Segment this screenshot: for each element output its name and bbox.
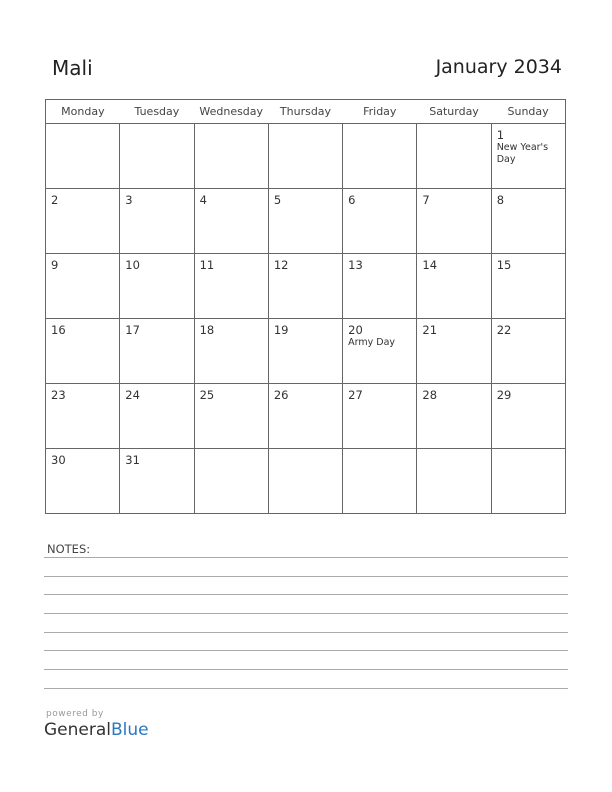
day-number: 31 [125, 453, 140, 467]
day-cell-29 [491, 384, 565, 449]
day-number: 26 [273, 388, 289, 402]
week-row [46, 124, 566, 189]
week-row [46, 189, 566, 254]
notes-line [44, 613, 568, 614]
country-title: Mali [52, 56, 93, 80]
day-cell-20 [343, 319, 417, 384]
day-number: 23 [51, 388, 66, 402]
day-cell-5 [268, 189, 342, 254]
day-number: 24 [125, 388, 140, 402]
weekday-saturday: Saturday [417, 100, 491, 124]
notes-line [44, 594, 568, 595]
powered-by-text: powered by [46, 709, 104, 719]
empty-day-cell [268, 124, 342, 189]
notes-label: NOTES: [47, 542, 91, 556]
day-number: 17 [125, 323, 140, 337]
day-number: 3 [125, 193, 133, 207]
brand-logo[interactable] [44, 720, 149, 740]
weekday-sunday: Sunday [491, 100, 565, 124]
day-number: 7 [422, 193, 430, 207]
weekday-friday: Friday [343, 100, 417, 124]
empty-day-cell [268, 449, 342, 514]
day-cell-28 [417, 384, 491, 449]
day-number: 20 [348, 323, 363, 337]
empty-day-cell [120, 124, 194, 189]
day-number: 15 [496, 258, 512, 272]
brand-general: General [44, 720, 111, 740]
day-cell-8 [491, 189, 565, 254]
day-cell-16 [46, 319, 120, 384]
week-row [46, 319, 566, 384]
empty-day-cell [491, 449, 565, 514]
weekday-header-row [46, 100, 566, 124]
day-cell-14 [417, 254, 491, 319]
day-cell-11 [194, 254, 268, 319]
day-cell-22 [491, 319, 565, 384]
calendar-grid [45, 99, 566, 514]
brand-blue: Blue [111, 720, 149, 740]
empty-day-cell [194, 449, 268, 514]
notes-line [44, 557, 568, 558]
day-number: 22 [496, 323, 512, 337]
notes-line [44, 632, 568, 633]
day-number: 29 [496, 388, 512, 402]
day-number: 1 [496, 128, 505, 142]
week-row [46, 384, 566, 449]
day-number: 25 [199, 388, 215, 402]
empty-day-cell [343, 449, 417, 514]
notes-line [44, 669, 568, 670]
notes-line [44, 576, 568, 577]
day-cell-18 [194, 319, 268, 384]
day-number: 8 [496, 193, 505, 207]
day-number: 5 [273, 193, 282, 207]
day-cell-30 [46, 449, 120, 514]
day-cell-13 [343, 254, 417, 319]
day-number: 10 [125, 258, 140, 272]
day-cell-6 [343, 189, 417, 254]
day-number: 4 [199, 193, 207, 207]
day-cell-9 [46, 254, 120, 319]
holiday-label: Army Day [348, 337, 396, 348]
day-number: 30 [51, 453, 66, 467]
day-number: 16 [51, 323, 66, 337]
day-number: 13 [348, 258, 363, 272]
day-number: 14 [422, 258, 438, 272]
day-number: 9 [51, 258, 59, 272]
month-year-title: January 2034 [435, 56, 562, 78]
empty-day-cell [343, 124, 417, 189]
day-cell-7 [417, 189, 491, 254]
day-cell-10 [120, 254, 194, 319]
day-cell-15 [491, 254, 565, 319]
weekday-monday: Monday [46, 100, 120, 124]
day-number: 12 [273, 258, 289, 272]
day-cell-25 [194, 384, 268, 449]
holiday-label: New Year's Day [496, 142, 549, 165]
weekday-wednesday: Wednesday [194, 100, 268, 124]
empty-day-cell [417, 449, 491, 514]
day-cell-27 [343, 384, 417, 449]
weekday-tuesday: Tuesday [120, 100, 194, 124]
day-cell-24 [120, 384, 194, 449]
day-cell-17 [120, 319, 194, 384]
day-number: 19 [273, 323, 289, 337]
day-cell-2 [46, 189, 120, 254]
day-cell-26 [268, 384, 342, 449]
day-cell-23 [46, 384, 120, 449]
notes-line [44, 688, 568, 689]
day-cell-3 [120, 189, 194, 254]
day-number: 21 [422, 323, 438, 337]
day-number: 2 [51, 193, 59, 207]
day-number: 28 [422, 388, 438, 402]
day-number: 6 [348, 193, 356, 207]
week-row [46, 449, 566, 514]
day-number: 18 [199, 323, 215, 337]
day-cell-12 [268, 254, 342, 319]
empty-day-cell [417, 124, 491, 189]
notes-line [44, 650, 568, 651]
weekday-thursday: Thursday [268, 100, 342, 124]
day-cell-1 [491, 124, 565, 189]
day-number: 11 [199, 258, 215, 272]
week-row [46, 254, 566, 319]
empty-day-cell [46, 124, 120, 189]
day-cell-19 [268, 319, 342, 384]
day-cell-4 [194, 189, 268, 254]
day-cell-31 [120, 449, 194, 514]
day-number: 27 [348, 388, 363, 402]
day-cell-21 [417, 319, 491, 384]
empty-day-cell [194, 124, 268, 189]
